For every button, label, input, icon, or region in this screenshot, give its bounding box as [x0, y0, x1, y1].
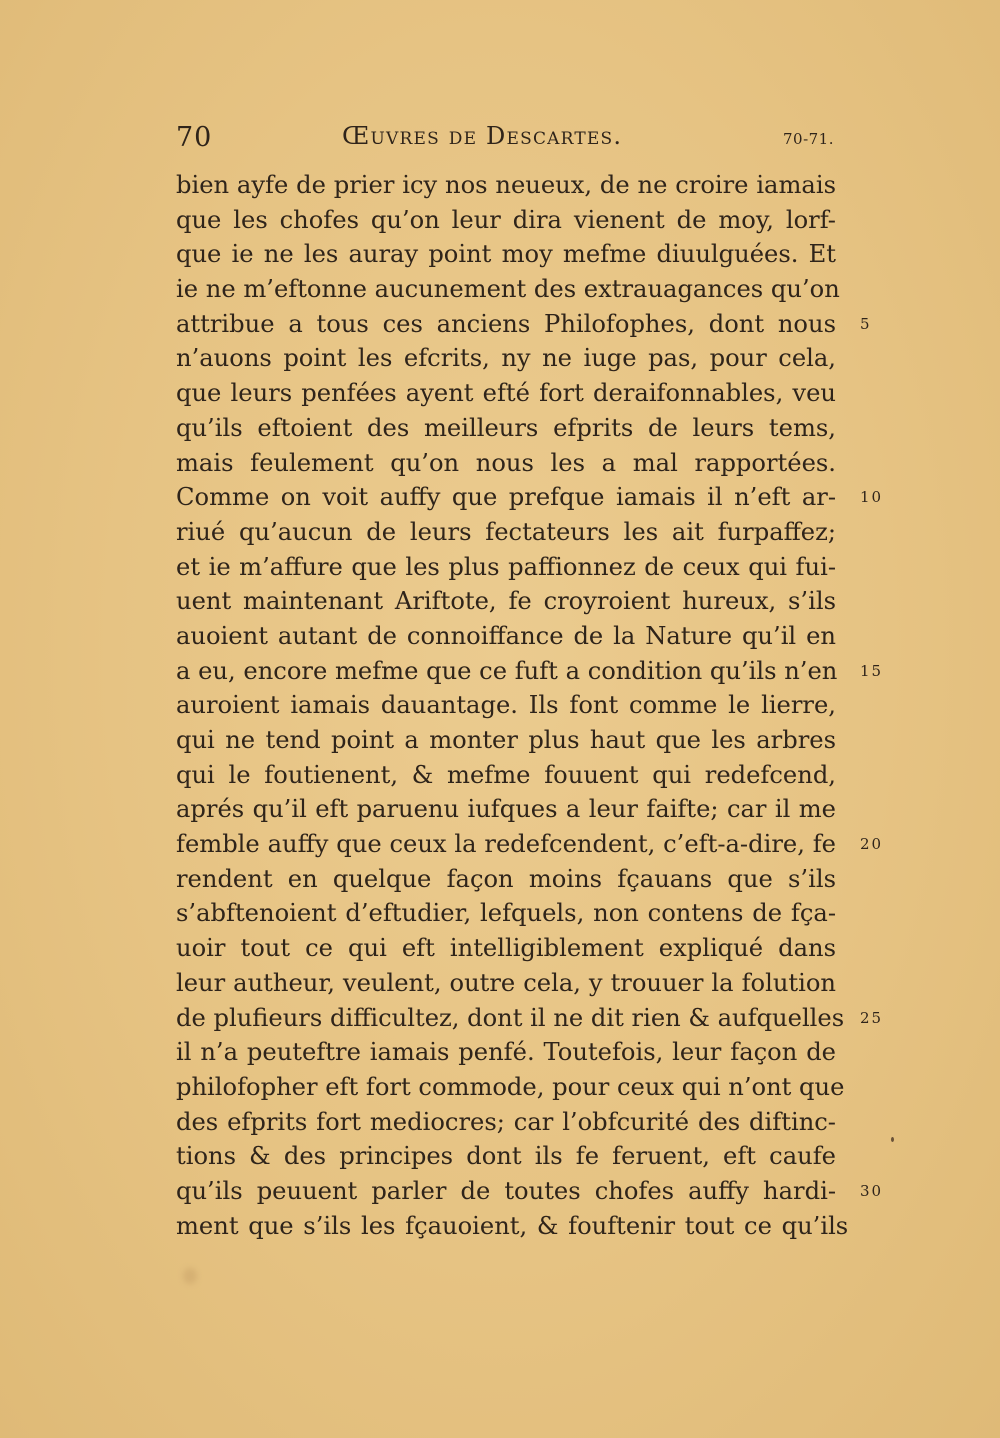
text-line	[176, 515, 836, 550]
line-text: ie ne m’eftonne aucunement des extrauagances qu’on	[176, 275, 840, 304]
line-text: que ie ne les auray point moy mefme diuulguées. Et	[176, 240, 836, 269]
ink-speck	[891, 1137, 894, 1142]
text-line	[176, 237, 836, 272]
text-line	[176, 1105, 836, 1140]
text-line	[176, 792, 836, 827]
text-line	[176, 550, 836, 585]
text-line	[176, 341, 836, 376]
line-text: tions & des principes dont ils fe feruent, eft caufe	[176, 1142, 836, 1171]
text-line	[176, 168, 836, 203]
text-line	[176, 307, 872, 342]
text-line	[176, 584, 836, 619]
line-text: n’auons point les efcrits, ny ne iuge pas, pour cela,	[176, 344, 836, 373]
line-text: mais feulement qu’on nous les a mal rapportées.	[176, 448, 836, 477]
text-line	[176, 480, 884, 515]
line-text: il n’a peuteftre iamais penfé. Toutefois, leur façon de	[176, 1038, 836, 1067]
text-line	[176, 688, 836, 723]
text-line	[176, 966, 836, 1001]
line-text: que leurs penfées ayent efté fort deraifonnables, veu	[176, 379, 836, 408]
text-line	[176, 1035, 836, 1070]
text-line	[176, 1139, 836, 1174]
text-line	[176, 619, 836, 654]
line-text: uoir tout ce qui eft intelligiblement expliqué dans	[176, 934, 836, 963]
line-text: s’abftenoient d’eftudier, lefquels, non contens de fça-	[176, 899, 836, 928]
line-text: qu’ils peuuent parler de toutes chofes auffy hardi-	[176, 1176, 836, 1205]
paper-stain	[183, 1268, 197, 1284]
text-line	[176, 896, 836, 931]
margin-line-number: 20	[860, 835, 884, 854]
text-line	[176, 1001, 884, 1036]
text-line	[176, 862, 836, 897]
folio-range: 70-71.	[782, 130, 834, 148]
text-line	[176, 723, 836, 758]
margin-line-number: 10	[860, 488, 884, 507]
text-line	[176, 1174, 884, 1209]
margin-line-number: 15	[860, 661, 884, 680]
text-line	[176, 376, 836, 411]
line-text: philofopher eft fort commode, pour ceux qui n’ont que	[176, 1072, 845, 1101]
line-text: qu’ils eftoient des meilleurs efprits de leurs tems,	[176, 413, 836, 442]
text-line	[176, 827, 884, 862]
line-text: auroient iamais dauantage. Ils font comme le lierre,	[176, 691, 836, 720]
line-text: riué qu’aucun de leurs fectateurs les ait furpaffez;	[176, 517, 836, 546]
line-text: des efprits fort mediocres; car l’obfcurité des diftinc-	[176, 1107, 836, 1136]
line-text: que les chofes qu’on leur dira vienent de moy, lorf-	[176, 205, 836, 234]
page-header	[176, 122, 842, 162]
line-text: ment que s’ils les fçauoient, & fouftenir tout ce qu’ils	[176, 1211, 849, 1240]
running-title: Œuvres de Descartes.	[342, 122, 623, 150]
line-text: qui le foutienent, & mefme fouuent qui redefcend,	[176, 760, 836, 789]
text-line	[176, 446, 836, 481]
line-text: uent maintenant Ariftote, fe croyroient hureux, s’ils	[176, 587, 836, 616]
line-text: a eu, encore mefme que ce fuft a condition qu’ils n’en	[176, 656, 838, 685]
margin-line-number: 25	[860, 1008, 884, 1027]
line-text: attribue a tous ces anciens Philofophes, dont nous	[176, 309, 836, 338]
text-line	[176, 758, 836, 793]
text-line	[176, 203, 836, 238]
line-text: et ie m’affure que les plus paffionnez de ceux qui fui-	[176, 552, 836, 581]
line-text: Comme on voit auffy que prefque iamais il n’eft ar-	[176, 483, 836, 512]
text-line	[176, 1070, 845, 1105]
line-text: de plufieurs difficultez, dont il ne dit rien & aufquelles	[176, 1003, 845, 1032]
line-text: aprés qu’il eft paruenu iufques a leur faifte; car il me	[176, 795, 836, 824]
text-line	[176, 411, 836, 446]
line-text: bien ayfe de prier icy nos neueux, de ne croire iamais	[176, 171, 836, 199]
body-text	[176, 168, 884, 1243]
line-text: qui ne tend point a monter plus haut que les arbres	[176, 726, 836, 754]
text-line	[176, 931, 836, 966]
line-text: auoient autant de connoiffance de la Nature qu’il en	[176, 621, 836, 650]
margin-line-number: 30	[860, 1181, 884, 1200]
text-line	[176, 654, 884, 689]
text-line	[176, 272, 840, 307]
line-text: rendent en quelque façon moins fçauans que s’ils	[176, 864, 836, 893]
line-text: leur autheur, veulent, outre cela, y trouuer la folution	[176, 968, 836, 997]
text-line	[176, 1209, 849, 1244]
line-text: femble auffy que ceux la redefcendent, c’eft-a-dire, fe	[176, 830, 836, 859]
margin-line-number: 5	[860, 314, 872, 333]
page-number: 70	[176, 122, 213, 153]
